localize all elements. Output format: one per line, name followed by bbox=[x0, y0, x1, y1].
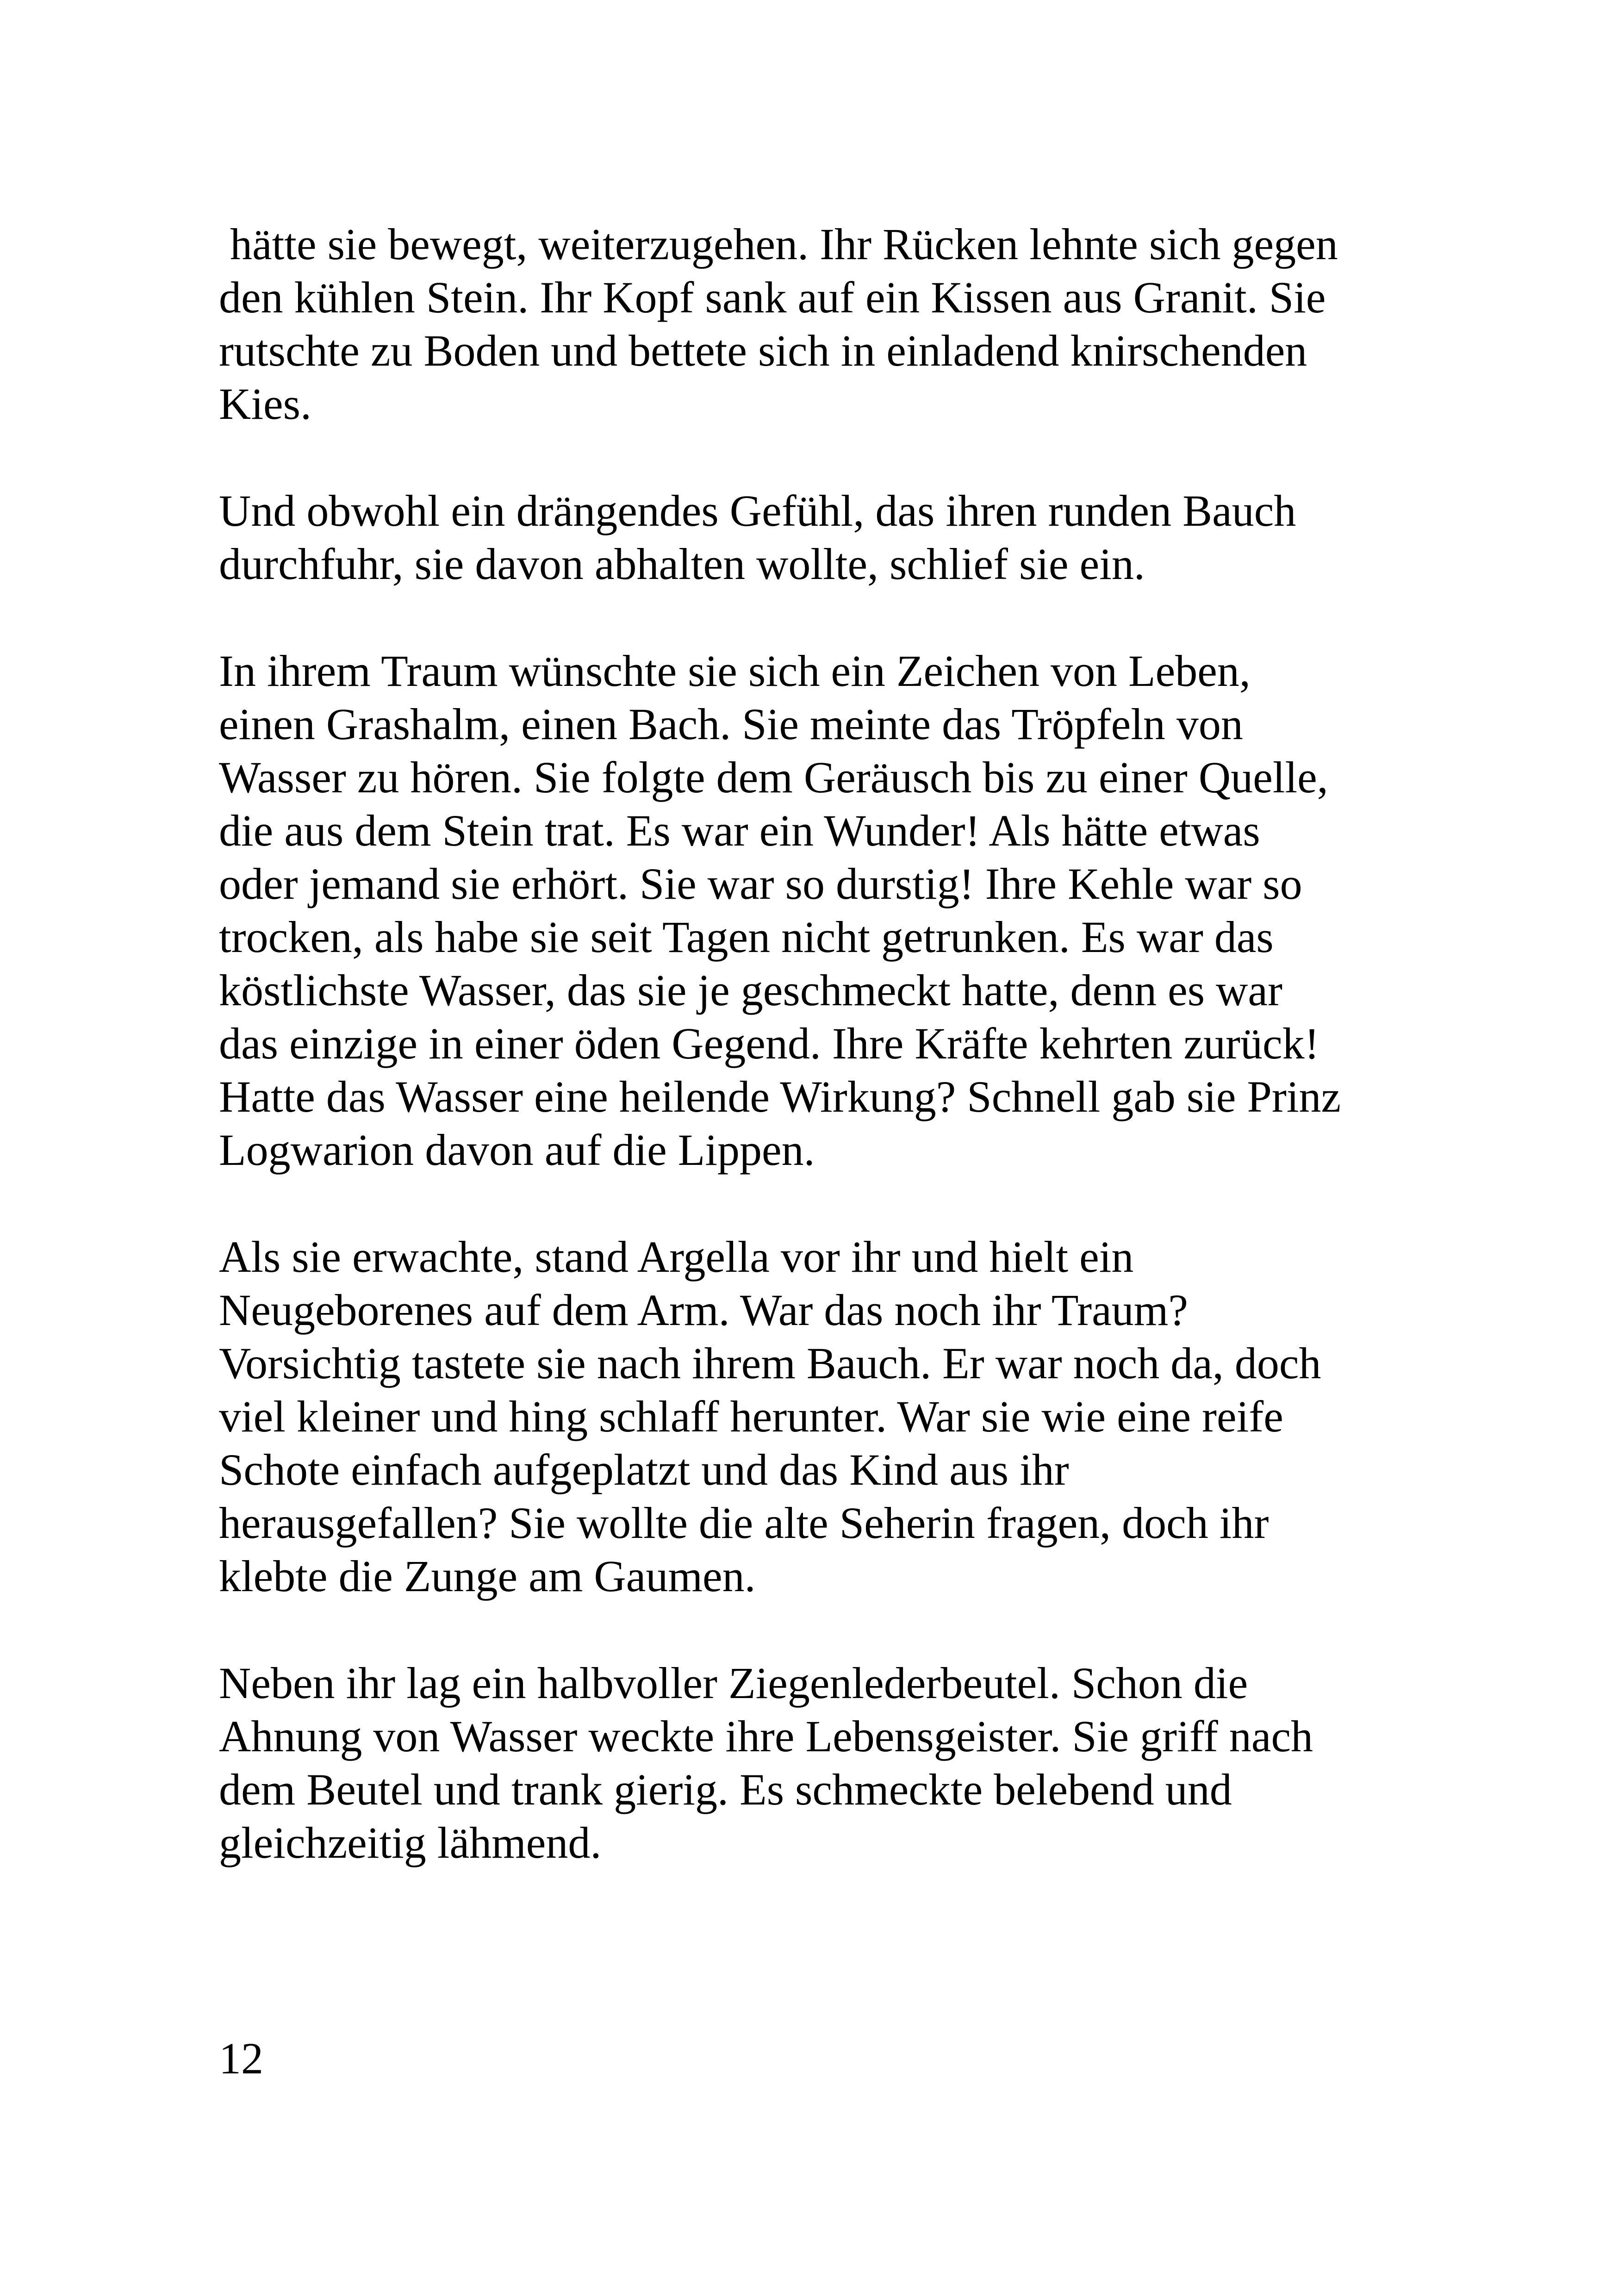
text-line: Neben ihr lag ein halbvoller Ziegenlederbeutel. Schon die bbox=[219, 1658, 1248, 1708]
text-line: Neugeborenes auf dem Arm. War das noch ihr Traum? bbox=[219, 1285, 1188, 1335]
page-number: 12 bbox=[219, 2034, 263, 2083]
text-line: Ahnung von Wasser weckte ihre Lebensgeister. Sie griff nach bbox=[219, 1711, 1313, 1761]
text-line: Als sie erwachte, stand Argella vor ihr und hielt ein bbox=[219, 1232, 1134, 1282]
text-line: den kühlen Stein. Ihr Kopf sank auf ein Kissen aus Granit. Sie bbox=[219, 273, 1326, 322]
text-line: klebte die Zunge am Gaumen. bbox=[219, 1551, 756, 1601]
text-line: Logwarion davon auf die Lippen. bbox=[219, 1125, 815, 1175]
paragraph-2 bbox=[219, 484, 1431, 591]
body-text bbox=[219, 218, 1431, 1923]
text-line: hätte sie bewegt, weiterzugehen. Ihr Rücken lehnte sich gegen bbox=[219, 219, 1338, 269]
text-line: Schote einfach aufgeplatzt und das Kind aus ihr bbox=[219, 1445, 1069, 1494]
text-line: viel kleiner und hing schlaff herunter. War sie wie eine reife bbox=[219, 1392, 1283, 1441]
paragraph-4 bbox=[219, 1230, 1431, 1603]
text-line: das einzige in einer öden Gegend. Ihre Kräfte kehrten zurück! bbox=[219, 1019, 1319, 1068]
paragraph-1 bbox=[219, 218, 1431, 430]
text-line: oder jemand sie erhört. Sie war so durstig! Ihre Kehle war so bbox=[219, 859, 1302, 908]
text-line: Hatte das Wasser eine heilende Wirkung? Schnell gab sie Prinz bbox=[219, 1072, 1341, 1121]
text-line: rutschte zu Boden und bettete sich in einladend knirschenden bbox=[219, 326, 1307, 375]
text-line: Und obwohl ein drängendes Gefühl, das ihren runden Bauch bbox=[219, 486, 1296, 535]
text-line: trocken, als habe sie seit Tagen nicht getrunken. Es war das bbox=[219, 912, 1274, 962]
text-line: In ihrem Traum wünschte sie sich ein Zeichen von Leben, bbox=[219, 646, 1251, 696]
text-line: herausgefallen? Sie wollte die alte Seherin fragen, doch ihr bbox=[219, 1498, 1269, 1548]
text-line: Vorsichtig tastete sie nach ihrem Bauch. Er war noch da, doch bbox=[219, 1338, 1321, 1388]
text-line: gleichzeitig lähmend. bbox=[219, 1818, 602, 1867]
text-line: einen Grashalm, einen Bach. Sie meinte das Tröpfeln von bbox=[219, 699, 1243, 749]
paragraph-5 bbox=[219, 1656, 1431, 1869]
text-line: Wasser zu hören. Sie folgte dem Geräusch bis zu einer Quelle, bbox=[219, 753, 1328, 802]
text-line: dem Beutel und trank gierig. Es schmeckte belebend und bbox=[219, 1765, 1232, 1814]
paragraph-3 bbox=[219, 644, 1431, 1176]
text-line: Kies. bbox=[219, 379, 311, 429]
text-line: die aus dem Stein trat. Es war ein Wunder! Als hätte etwas bbox=[219, 806, 1260, 855]
text-line: köstlichste Wasser, das sie je geschmeckt hatte, denn es war bbox=[219, 965, 1282, 1015]
text-line: durchfuhr, sie davon abhalten wollte, schlief sie ein. bbox=[219, 539, 1145, 589]
